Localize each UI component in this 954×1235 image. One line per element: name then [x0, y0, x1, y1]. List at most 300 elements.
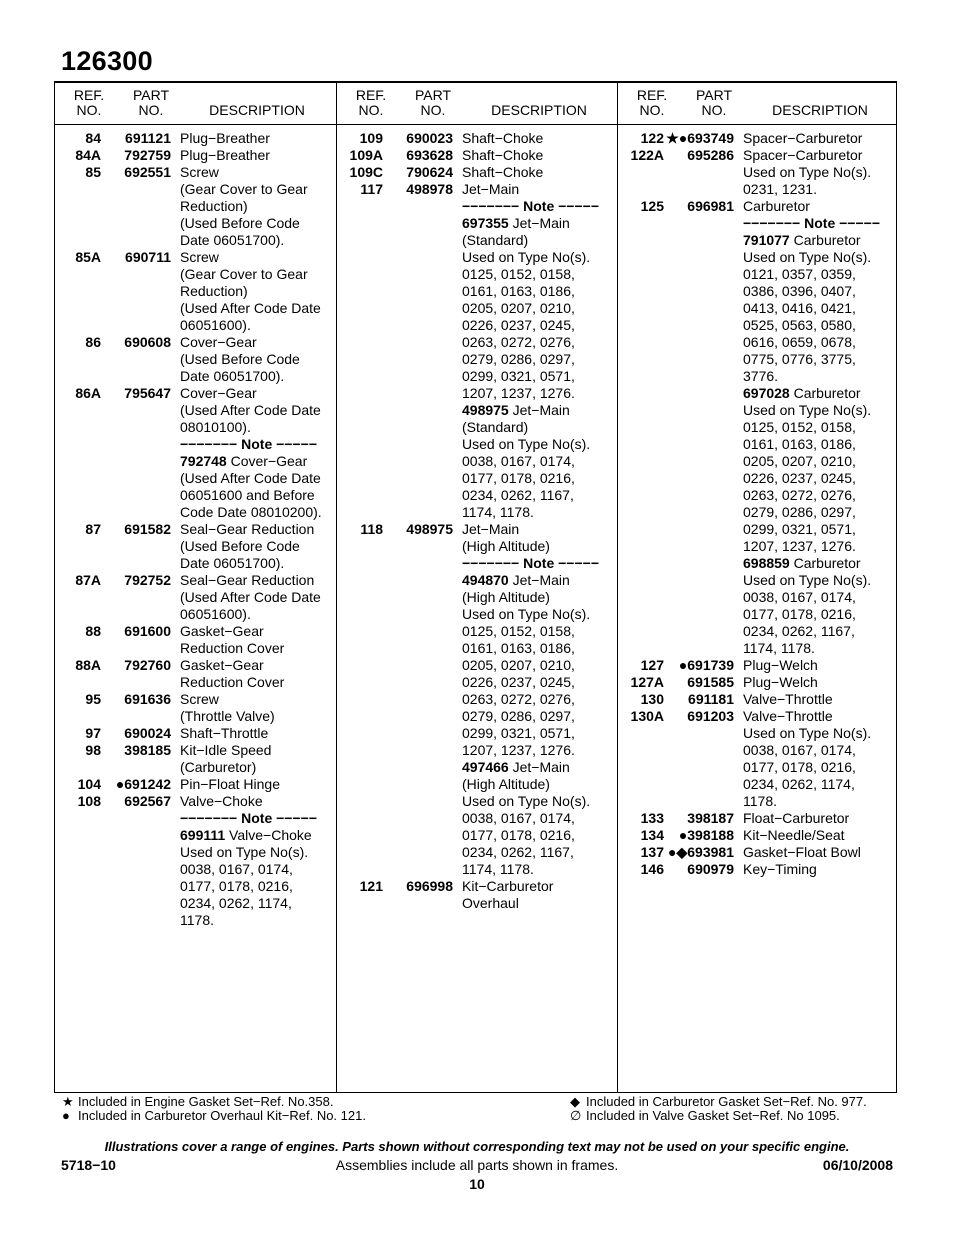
- description-line: Screw: [180, 249, 219, 265]
- footnote: [62, 1109, 366, 1123]
- parts-row: [337, 521, 617, 878]
- description-line: 0177, 0178, 0216,: [743, 759, 856, 775]
- parts-row: [618, 861, 896, 878]
- footnote-symbol: ★: [62, 1094, 74, 1109]
- part-number: 690979: [687, 861, 734, 877]
- footnote: [62, 1095, 366, 1109]
- description-line: 0234, 0262, 1167,: [743, 623, 855, 639]
- description-line: 0121, 0357, 0359,: [743, 266, 856, 282]
- ref-number: 122: [640, 130, 664, 146]
- part-description: [743, 827, 895, 844]
- description-line: Kit−Needle/Seat: [743, 827, 845, 843]
- part-number: 498975: [406, 521, 453, 537]
- part-description: [180, 130, 332, 147]
- ref-number: 84: [85, 130, 101, 146]
- part-number: 398187: [687, 810, 734, 826]
- part-number: 692551: [124, 164, 171, 180]
- description-line: 1178.: [180, 912, 214, 928]
- ref-number: 146: [640, 861, 664, 877]
- ref-number: 109C: [349, 164, 383, 180]
- description-line: Reduction): [180, 198, 248, 214]
- part-number: 696981: [687, 198, 734, 214]
- parts-row: [55, 521, 336, 572]
- description-line: 0234, 0262, 1167,: [462, 844, 574, 860]
- part-description: [743, 844, 895, 861]
- description-line: Shaft−Throttle: [180, 725, 269, 741]
- part-number: 693628: [406, 147, 453, 163]
- description-line: (Used After Code Date: [180, 470, 321, 486]
- parts-row: [55, 691, 336, 725]
- part-description: [743, 674, 895, 691]
- description-line: 06051600).: [180, 317, 251, 333]
- part-description: [180, 334, 332, 385]
- description-line: Seal−Gear Reduction: [180, 572, 315, 588]
- ref-number: 88: [85, 623, 101, 639]
- description-line: Gasket−Gear: [180, 623, 264, 639]
- part-description: [180, 164, 332, 249]
- parts-row: [618, 147, 896, 198]
- description-line: Used on Type No(s).: [180, 844, 309, 860]
- part-description: [180, 657, 332, 691]
- footnotes-left: [62, 1095, 366, 1123]
- description-line: (Used After Code Date: [180, 300, 321, 316]
- part-number: ●691242: [115, 776, 171, 792]
- part-number: 690711: [125, 249, 171, 265]
- description-line: 1174, 1178.: [462, 504, 534, 520]
- description-line: 699111 Valve−Choke: [180, 827, 312, 843]
- parts-row: [55, 249, 336, 334]
- part-number: 691600: [124, 623, 171, 639]
- part-number: 695286: [687, 147, 734, 163]
- parts-column-3: [617, 83, 896, 1092]
- description-line: 0038, 0167, 0174,: [462, 810, 575, 826]
- description-line: 0125, 0152, 0158,: [462, 623, 575, 639]
- description-line: −−−−−−− Note −−−−−: [180, 436, 317, 452]
- parts-row: [337, 181, 617, 521]
- ref-number: 117: [360, 181, 383, 197]
- description-line: 1178.: [743, 793, 777, 809]
- disclaimer: Illustrations cover a range of engines. Parts shown without corresponding text may not be used on your specific engine.: [104, 1139, 850, 1154]
- description-line: −−−−−−− Note −−−−−: [462, 198, 599, 214]
- ref-number: 125: [640, 198, 664, 214]
- parts-row: [618, 657, 896, 674]
- part-description: [743, 691, 895, 708]
- parts-column-2: [336, 83, 617, 1092]
- part-number: 691636: [124, 691, 171, 707]
- footnote: [570, 1109, 867, 1123]
- header-part-no: PART NO.: [414, 87, 452, 118]
- description-line: 0263, 0272, 0276,: [462, 334, 575, 350]
- part-description: [180, 572, 332, 623]
- ref-number: 122A: [630, 147, 664, 163]
- description-line: Valve−Choke: [180, 793, 263, 809]
- description-line: Screw: [180, 691, 219, 707]
- ref-number: 109A: [349, 147, 383, 163]
- part-description: [743, 147, 895, 198]
- description-line: 0125, 0152, 0158,: [462, 266, 575, 282]
- description-line: 0205, 0207, 0210,: [743, 453, 856, 469]
- description-line: Spacer−Carburetor: [743, 130, 863, 146]
- description-line: 0125, 0152, 0158,: [743, 419, 856, 435]
- part-description: [743, 130, 895, 147]
- description-line: Used on Type No(s).: [743, 164, 872, 180]
- parts-row: [55, 572, 336, 623]
- parts-row: [618, 827, 896, 844]
- description-line: 0234, 0262, 1174,: [743, 776, 855, 792]
- parts-row: [618, 844, 896, 861]
- description-line: 1207, 1237, 1276.: [462, 742, 575, 758]
- description-line: 0038, 0167, 0174,: [743, 589, 856, 605]
- parts-row: [55, 793, 336, 929]
- description-line: Kit−Carburetor: [462, 878, 554, 894]
- footnote-text: Included in Carburetor Gasket Set−Ref. No. 977.: [586, 1094, 867, 1109]
- description-line: −−−−−−− Note −−−−−: [462, 555, 599, 571]
- description-line: (Used Before Code: [180, 215, 300, 231]
- description-line: Used on Type No(s).: [462, 606, 591, 622]
- description-line: Pin−Float Hinge: [180, 776, 281, 792]
- description-line: Shaft−Choke: [462, 130, 544, 146]
- part-number: ★●693749: [666, 130, 734, 146]
- description-line: 0205, 0207, 0210,: [462, 657, 575, 673]
- description-line: (Used Before Code: [180, 538, 300, 554]
- description-line: Used on Type No(s).: [743, 402, 872, 418]
- ref-number: 134: [640, 827, 664, 843]
- part-number: 691585: [687, 674, 734, 690]
- part-number: 398185: [124, 742, 171, 758]
- part-number: 795647: [124, 385, 171, 401]
- ref-number: 108: [77, 793, 101, 809]
- description-line: 0226, 0237, 0245,: [743, 470, 856, 486]
- description-line: Used on Type No(s).: [743, 725, 872, 741]
- parts-table: [54, 81, 897, 1093]
- ref-number: 127: [640, 657, 664, 673]
- part-description: [462, 521, 614, 878]
- parts-row: [618, 130, 896, 147]
- parts-row: [55, 657, 336, 691]
- description-line: 3776.: [743, 368, 779, 384]
- description-line: 0177, 0178, 0216,: [180, 878, 293, 894]
- description-line: Seal−Gear Reduction: [180, 521, 315, 537]
- description-line: (Used After Code Date: [180, 589, 321, 605]
- description-line: 1174, 1178.: [462, 861, 534, 877]
- description-line: (Carburetor): [180, 759, 257, 775]
- description-line: 0226, 0237, 0245,: [462, 674, 575, 690]
- footnote-symbol: ∅: [570, 1108, 582, 1123]
- description-line: 0616, 0659, 0678,: [743, 334, 856, 350]
- page-title: 126300: [61, 46, 153, 76]
- part-description: [743, 198, 895, 657]
- part-number: 691582: [124, 521, 171, 537]
- description-line: 791077 Carburetor: [743, 232, 861, 248]
- description-line: Plug−Breather: [180, 130, 270, 146]
- description-line: (Used Before Code: [180, 351, 300, 367]
- footnote-text: Included in Carburetor Overhaul Kit−Ref. No. 121.: [78, 1108, 366, 1123]
- parts-row: [618, 674, 896, 691]
- description-line: 497466 Jet−Main: [462, 759, 570, 775]
- description-line: (High Altitude): [462, 589, 550, 605]
- description-line: Reduction): [180, 283, 248, 299]
- part-description: [180, 742, 332, 776]
- description-line: Carburetor: [743, 198, 810, 214]
- ref-number: 86: [85, 334, 101, 350]
- description-line: 0263, 0272, 0276,: [743, 487, 856, 503]
- header-ref-no: REF. NO.: [73, 87, 105, 118]
- footnote-text: Included in Valve Gasket Set−Ref. No 1095.: [586, 1108, 840, 1123]
- description-line: 0279, 0286, 0297,: [743, 504, 856, 520]
- description-line: 498975 Jet−Main: [462, 402, 570, 418]
- description-line: 0263, 0272, 0276,: [462, 691, 575, 707]
- ref-number: 98: [85, 742, 101, 758]
- assembly-note: Assemblies include all parts shown in frames.: [335, 1157, 619, 1173]
- parts-row: [337, 130, 617, 147]
- description-line: Float−Carburetor: [743, 810, 850, 826]
- description-line: (High Altitude): [462, 538, 550, 554]
- parts-row: [55, 725, 336, 742]
- description-line: Jet−Main: [462, 521, 520, 537]
- description-line: −−−−−−− Note −−−−−: [743, 215, 880, 231]
- part-number: 792752: [124, 572, 171, 588]
- description-line: −−−−−−− Note −−−−−: [180, 810, 317, 826]
- description-line: Used on Type No(s).: [462, 793, 591, 809]
- part-description: [743, 861, 895, 878]
- description-line: Date 06051700).: [180, 555, 285, 571]
- ref-number: 97: [85, 725, 101, 741]
- description-line: 0177, 0178, 0216,: [462, 827, 575, 843]
- parts-row: [55, 164, 336, 249]
- description-line: 0386, 0396, 0407,: [743, 283, 856, 299]
- ref-number: 104: [77, 776, 101, 792]
- description-line: (Standard): [462, 419, 529, 435]
- parts-row: [618, 810, 896, 827]
- parts-column-1: [55, 83, 336, 1092]
- ref-number: 137: [640, 844, 664, 860]
- description-line: 0525, 0563, 0580,: [743, 317, 856, 333]
- page-number: 10: [469, 1176, 485, 1192]
- part-number: 692567: [124, 793, 171, 809]
- description-line: (Gear Cover to Gear: [180, 181, 308, 197]
- description-line: Cover−Gear: [180, 385, 257, 401]
- part-description: [180, 521, 332, 572]
- parts-row: [618, 708, 896, 810]
- part-number: 690024: [124, 725, 171, 741]
- ref-number: 86A: [75, 385, 101, 401]
- footnote-symbol: ●: [62, 1108, 70, 1123]
- parts-row: [55, 147, 336, 164]
- part-description: [743, 657, 895, 674]
- description-line: Used on Type No(s).: [743, 572, 872, 588]
- ref-number: 133: [640, 810, 664, 826]
- parts-row: [337, 147, 617, 164]
- part-description: [462, 878, 614, 912]
- description-line: Valve−Throttle: [743, 691, 833, 707]
- description-line: 698859 Carburetor: [743, 555, 861, 571]
- part-number: 790624: [406, 164, 453, 180]
- part-description: [462, 164, 614, 181]
- description-line: 0038, 0167, 0174,: [462, 453, 575, 469]
- description-line: 792748 Cover−Gear: [180, 453, 308, 469]
- ref-number: 85A: [75, 249, 101, 265]
- description-line: Date 06051700).: [180, 368, 285, 384]
- description-line: 0279, 0286, 0297,: [462, 351, 575, 367]
- part-number: 691121: [125, 130, 171, 146]
- footnotes-right: [570, 1095, 867, 1123]
- ref-number: 88A: [75, 657, 101, 673]
- description-line: Used on Type No(s).: [743, 249, 872, 265]
- part-description: [180, 249, 332, 334]
- description-line: 0226, 0237, 0245,: [462, 317, 575, 333]
- part-number: 696998: [406, 878, 453, 894]
- description-line: 06051600).: [180, 606, 251, 622]
- parts-row: [55, 776, 336, 793]
- part-number: 792759: [124, 147, 171, 163]
- parts-list: [618, 130, 896, 878]
- description-line: Reduction Cover: [180, 674, 285, 690]
- ref-number: 87A: [75, 572, 101, 588]
- description-line: (Standard): [462, 232, 529, 248]
- description-line: Valve−Throttle: [743, 708, 833, 724]
- description-line: 494870 Jet−Main: [462, 572, 570, 588]
- document-id: 5718−10: [61, 1157, 116, 1173]
- header-part-no: PART NO.: [132, 87, 170, 118]
- description-line: 697355 Jet−Main: [462, 215, 570, 231]
- footnote: [570, 1095, 867, 1109]
- description-line: 0279, 0286, 0297,: [462, 708, 575, 724]
- description-line: 06051600 and Before: [180, 487, 315, 503]
- header-description: DESCRIPTION: [209, 102, 305, 118]
- part-number: 690023: [406, 130, 453, 146]
- part-number: ●◆693981: [668, 844, 734, 860]
- parts-row: [618, 691, 896, 708]
- ref-number: 121: [359, 878, 383, 894]
- ref-number: 84A: [75, 147, 101, 163]
- parts-row: [55, 623, 336, 657]
- ref-number: 118: [360, 521, 383, 537]
- ref-number: 85: [85, 164, 101, 180]
- part-number: 792760: [124, 657, 171, 673]
- part-description: [180, 385, 332, 521]
- part-description: [180, 147, 332, 164]
- description-line: 0299, 0321, 0571,: [462, 725, 575, 741]
- parts-row: [337, 878, 617, 912]
- description-line: Overhaul: [462, 895, 519, 911]
- column-header: [337, 83, 617, 125]
- header-ref-no: REF. NO.: [636, 87, 668, 118]
- column-header: [55, 83, 336, 125]
- part-description: [180, 691, 332, 725]
- parts-row: [618, 198, 896, 657]
- description-line: 0161, 0163, 0186,: [462, 283, 575, 299]
- description-line: 0177, 0178, 0216,: [743, 606, 856, 622]
- part-description: [462, 181, 614, 521]
- description-line: Plug−Welch: [743, 657, 818, 673]
- description-line: 0299, 0321, 0571,: [743, 521, 856, 537]
- description-line: Reduction Cover: [180, 640, 285, 656]
- footnote-symbol: ◆: [570, 1094, 580, 1109]
- description-line: 0413, 0416, 0421,: [743, 300, 856, 316]
- header-part-no: PART NO.: [695, 87, 733, 118]
- parts-row: [55, 385, 336, 521]
- description-line: 0205, 0207, 0210,: [462, 300, 575, 316]
- description-line: 0038, 0167, 0174,: [743, 742, 856, 758]
- description-line: Spacer−Carburetor: [743, 147, 863, 163]
- description-line: 1207, 1237, 1276.: [462, 385, 575, 401]
- parts-list: [55, 130, 336, 929]
- description-line: 08010100).: [180, 419, 251, 435]
- description-line: 0299, 0321, 0571,: [462, 368, 575, 384]
- description-line: (High Altitude): [462, 776, 550, 792]
- description-line: Jet−Main: [462, 181, 520, 197]
- part-number: 690608: [124, 334, 171, 350]
- ref-number: 127A: [630, 674, 664, 690]
- description-line: Cover−Gear: [180, 334, 257, 350]
- parts-row: [337, 164, 617, 181]
- description-line: 0161, 0163, 0186,: [462, 640, 575, 656]
- description-line: 1174, 1178.: [743, 640, 815, 656]
- description-line: 0234, 0262, 1174,: [180, 895, 292, 911]
- part-description: [180, 623, 332, 657]
- part-number: 691203: [687, 708, 734, 724]
- description-line: 0161, 0163, 0186,: [743, 436, 856, 452]
- part-number: ●398188: [678, 827, 734, 843]
- description-line: 697028 Carburetor: [743, 385, 861, 401]
- ref-number: 87: [85, 521, 101, 537]
- ref-number: 109: [359, 130, 383, 146]
- description-line: Gasket−Gear: [180, 657, 264, 673]
- description-line: Screw: [180, 164, 219, 180]
- description-line: Date 06051700).: [180, 232, 285, 248]
- description-line: 0775, 0776, 3775,: [743, 351, 856, 367]
- part-number: ●691739: [678, 657, 734, 673]
- description-line: (Throttle Valve): [180, 708, 275, 724]
- description-line: Plug−Welch: [743, 674, 818, 690]
- parts-list: [337, 130, 617, 912]
- ref-number: 130: [640, 691, 664, 707]
- parts-row: [55, 130, 336, 147]
- description-line: Used on Type No(s).: [462, 249, 591, 265]
- description-line: Shaft−Choke: [462, 147, 544, 163]
- description-line: Shaft−Choke: [462, 164, 544, 180]
- description-line: 0234, 0262, 1167,: [462, 487, 574, 503]
- ref-number: 95: [85, 691, 101, 707]
- description-line: Gasket−Float Bowl: [743, 844, 861, 860]
- document-date: 06/10/2008: [822, 1157, 893, 1173]
- ref-number: 130A: [630, 708, 664, 724]
- description-line: Kit−Idle Speed: [180, 742, 272, 758]
- part-number: 498978: [406, 181, 453, 197]
- description-line: Code Date 08010200).: [180, 504, 322, 520]
- part-description: [180, 776, 332, 793]
- description-line: Plug−Breather: [180, 147, 270, 163]
- description-line: 0038, 0167, 0174,: [180, 861, 293, 877]
- part-description: [743, 810, 895, 827]
- description-line: Key−Timing: [743, 861, 817, 877]
- part-description: [180, 793, 332, 929]
- part-description: [462, 130, 614, 147]
- part-description: [180, 725, 332, 742]
- part-description: [462, 147, 614, 164]
- description-line: 0177, 0178, 0216,: [462, 470, 575, 486]
- header-description: DESCRIPTION: [491, 102, 587, 118]
- part-number: 691181: [688, 691, 734, 707]
- description-line: Used on Type No(s).: [462, 436, 591, 452]
- description-line: (Used After Code Date: [180, 402, 321, 418]
- part-description: [743, 708, 895, 810]
- header-ref-no: REF. NO.: [355, 87, 387, 118]
- description-line: (Gear Cover to Gear: [180, 266, 308, 282]
- header-description: DESCRIPTION: [772, 102, 868, 118]
- parts-row: [55, 742, 336, 776]
- column-header: [618, 83, 896, 125]
